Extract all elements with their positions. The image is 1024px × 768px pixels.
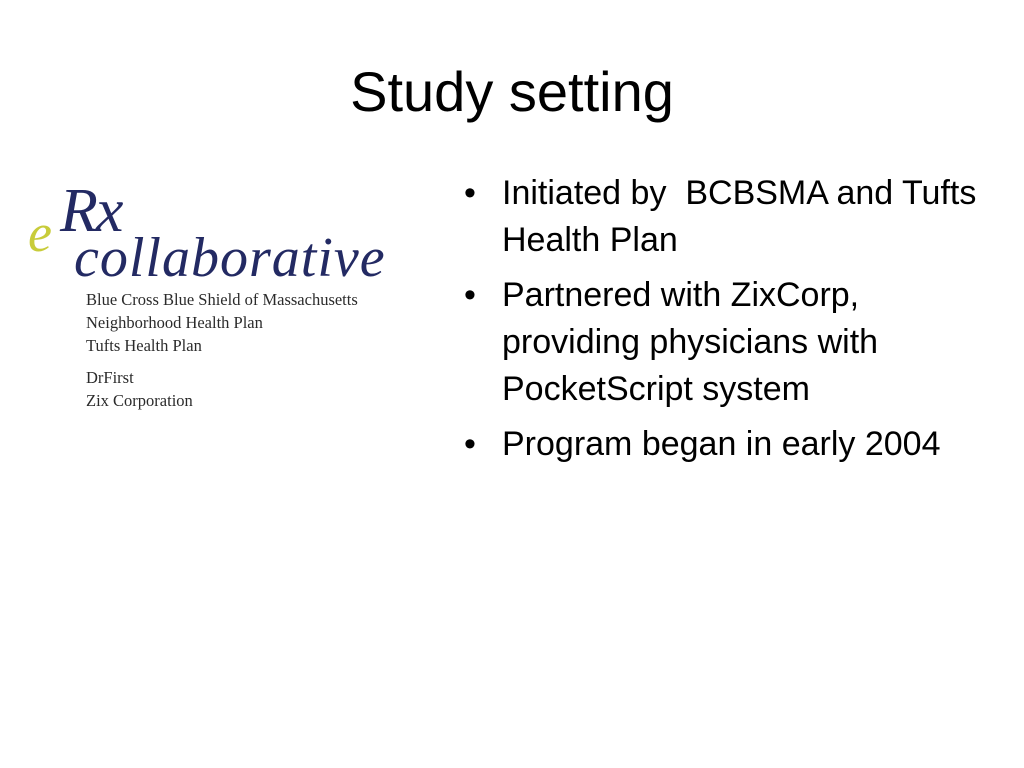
logo-e-letter: e [28,203,52,263]
partner-item: Blue Cross Blue Shield of Massachusetts [86,290,358,309]
bullet-dot-icon: • [464,425,476,463]
partner-list [86,288,358,412]
bullet-dot-icon: • [464,276,476,314]
bullet-list [462,170,986,476]
partner-item: Zix Corporation [86,391,193,410]
bullet-item [462,272,982,413]
logo-collaborative-word: collaborative [74,227,386,289]
bullet-item [462,421,982,468]
bullet-text: Initiated by BCBSMA and Tufts Health Plan [502,174,986,259]
logo-rx-letters: Rx [60,177,122,245]
bullet-item [462,170,986,264]
erx-collaborative-logo [26,178,446,418]
slide-title: Study setting [350,60,674,123]
bullet-text: Partnered with ZixCorp, providing physicians with PocketScript system [502,276,879,408]
bullet-dot-icon: • [464,174,476,212]
partner-item: Tufts Health Plan [86,336,202,355]
partner-item: Neighborhood Health Plan [86,313,263,332]
partner-item: DrFirst [86,368,134,387]
logo-wordmark [26,178,436,298]
bullet-text: Program began in early 2004 [502,425,941,463]
